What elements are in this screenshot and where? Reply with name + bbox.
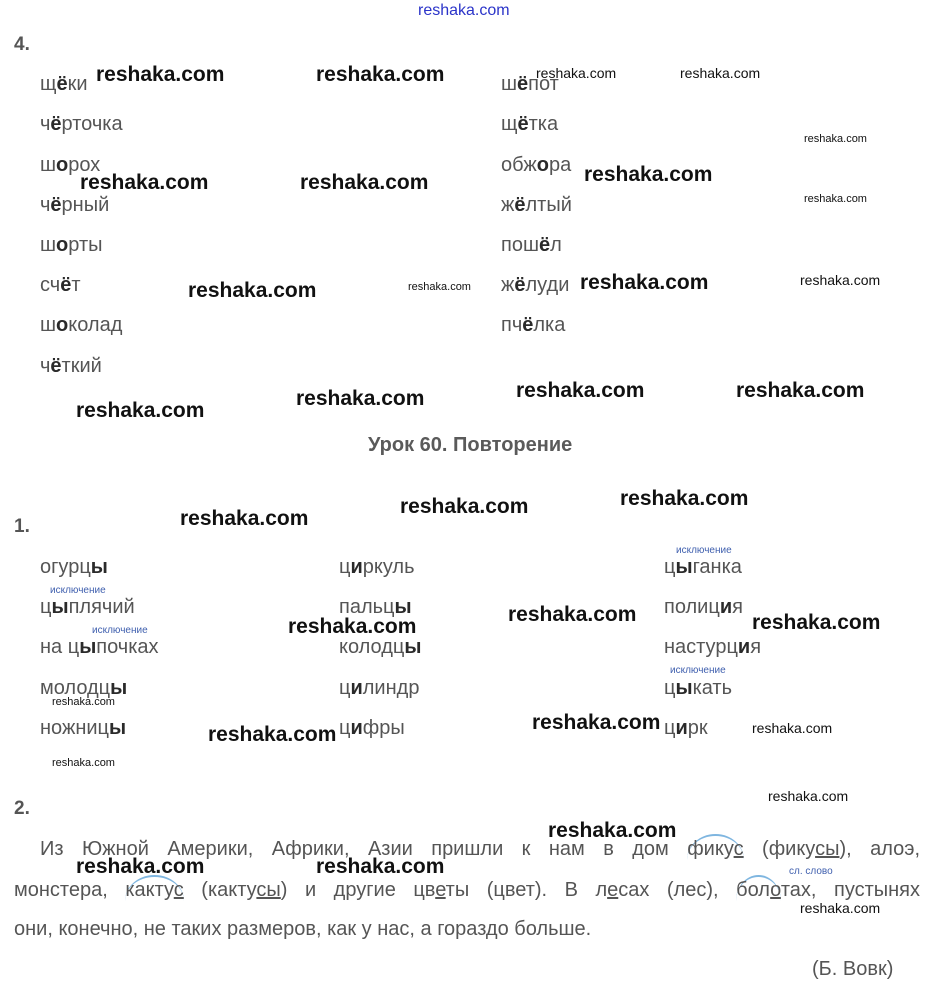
watermark: reshaka.com: [768, 788, 849, 804]
paragraph-line-1: Из Южной Америки, Африки, Азии пришли к нам в дом фикус (фикусы), алоэ,: [40, 836, 920, 862]
list-item: цифры: [339, 717, 405, 739]
watermark: reshaka.com: [296, 387, 425, 410]
exercise-2-number: 2.: [14, 798, 30, 819]
watermark: reshaka.com: [188, 279, 317, 302]
complex-word-note: сл. слово: [789, 866, 833, 877]
lesson-title: Урок 60. Повторение: [368, 434, 573, 456]
watermark: reshaka.com: [680, 65, 761, 81]
watermark: reshaka.com: [584, 163, 713, 186]
list-item: настурция: [664, 636, 762, 658]
list-item: полиция: [664, 596, 743, 618]
watermark: reshaka.com: [548, 819, 677, 842]
paragraph-line-2: монстера, кактус (кактусы) и другие цветы (цвет). В лесах (лес), болотах, пустынях: [14, 877, 920, 903]
list-item: чёткий: [40, 355, 102, 377]
list-item: жёлтый: [501, 194, 572, 216]
watermark: reshaka.com: [300, 171, 429, 194]
watermark: reshaka.com: [620, 487, 749, 510]
watermark: reshaka.com: [752, 611, 881, 634]
list-item: ножницы: [40, 717, 127, 739]
watermark: reshaka.com: [288, 615, 417, 638]
list-item: цыплячий: [40, 596, 135, 618]
watermark: reshaka.com: [76, 855, 205, 878]
list-item: пошёл: [501, 234, 562, 256]
exercise-1-number: 1.: [14, 516, 30, 537]
list-item: молодцы: [40, 677, 128, 699]
list-item: пальцы: [339, 596, 412, 618]
watermark: reshaka.com: [516, 379, 645, 402]
list-item: счёт: [40, 274, 81, 296]
watermark: reshaka.com: [804, 193, 867, 205]
watermark: reshaka.com: [508, 603, 637, 626]
list-item: шорох: [40, 154, 101, 176]
list-item: цирк: [664, 717, 708, 739]
watermark: reshaka.com: [800, 900, 881, 916]
watermark: reshaka.com: [580, 271, 709, 294]
watermark: reshaka.com: [408, 281, 471, 293]
list-item: обжора: [501, 154, 572, 176]
watermark: reshaka.com: [76, 399, 205, 422]
list-item: чёрточка: [40, 113, 123, 135]
list-item: щёки: [40, 73, 88, 95]
list-item: на цыпочках: [40, 636, 159, 658]
list-item: колодцы: [339, 636, 422, 658]
exception-note: исключение: [676, 545, 732, 556]
watermark: reshaka.com: [316, 855, 445, 878]
list-item: шорты: [40, 234, 103, 256]
list-item: цилиндр: [339, 677, 420, 699]
list-item: огурцы: [40, 556, 108, 578]
watermark: reshaka.com: [80, 171, 209, 194]
list-item: жёлуди: [501, 274, 570, 296]
watermark: reshaka.com: [536, 65, 617, 81]
watermark: reshaka.com: [316, 63, 445, 86]
author: (Б. Вовк): [812, 958, 894, 980]
watermark: reshaka.com: [532, 711, 661, 734]
watermark: reshaka.com: [180, 507, 309, 530]
list-item: шёпот: [501, 73, 559, 95]
watermark: reshaka.com: [800, 272, 881, 288]
list-item: чёрный: [40, 194, 110, 216]
watermark: reshaka.com: [736, 379, 865, 402]
watermark: reshaka.com: [208, 723, 337, 746]
watermark: reshaka.com: [52, 757, 115, 769]
list-item: пчёлка: [501, 314, 566, 336]
list-item: циркуль: [339, 556, 415, 578]
watermark: reshaka.com: [96, 63, 225, 86]
watermark: reshaka.com: [52, 696, 115, 708]
paragraph-line-3: они, конечно, не таких размеров, как у нас, а гораздо больше.: [14, 918, 592, 940]
exception-note: исключение: [50, 585, 106, 596]
watermark: reshaka.com: [400, 495, 529, 518]
list-item: щётка: [501, 113, 559, 135]
list-item: цыганка: [664, 556, 742, 578]
list-item: шоколад: [40, 314, 123, 336]
list-item: цыкать: [664, 677, 733, 699]
exception-note: исключение: [670, 665, 726, 676]
exercise-4-number: 4.: [14, 34, 30, 55]
top-watermark: reshaka.com: [418, 2, 510, 19]
exception-note: исключение: [92, 625, 148, 636]
watermark: reshaka.com: [804, 133, 867, 145]
watermark: reshaka.com: [752, 720, 833, 736]
